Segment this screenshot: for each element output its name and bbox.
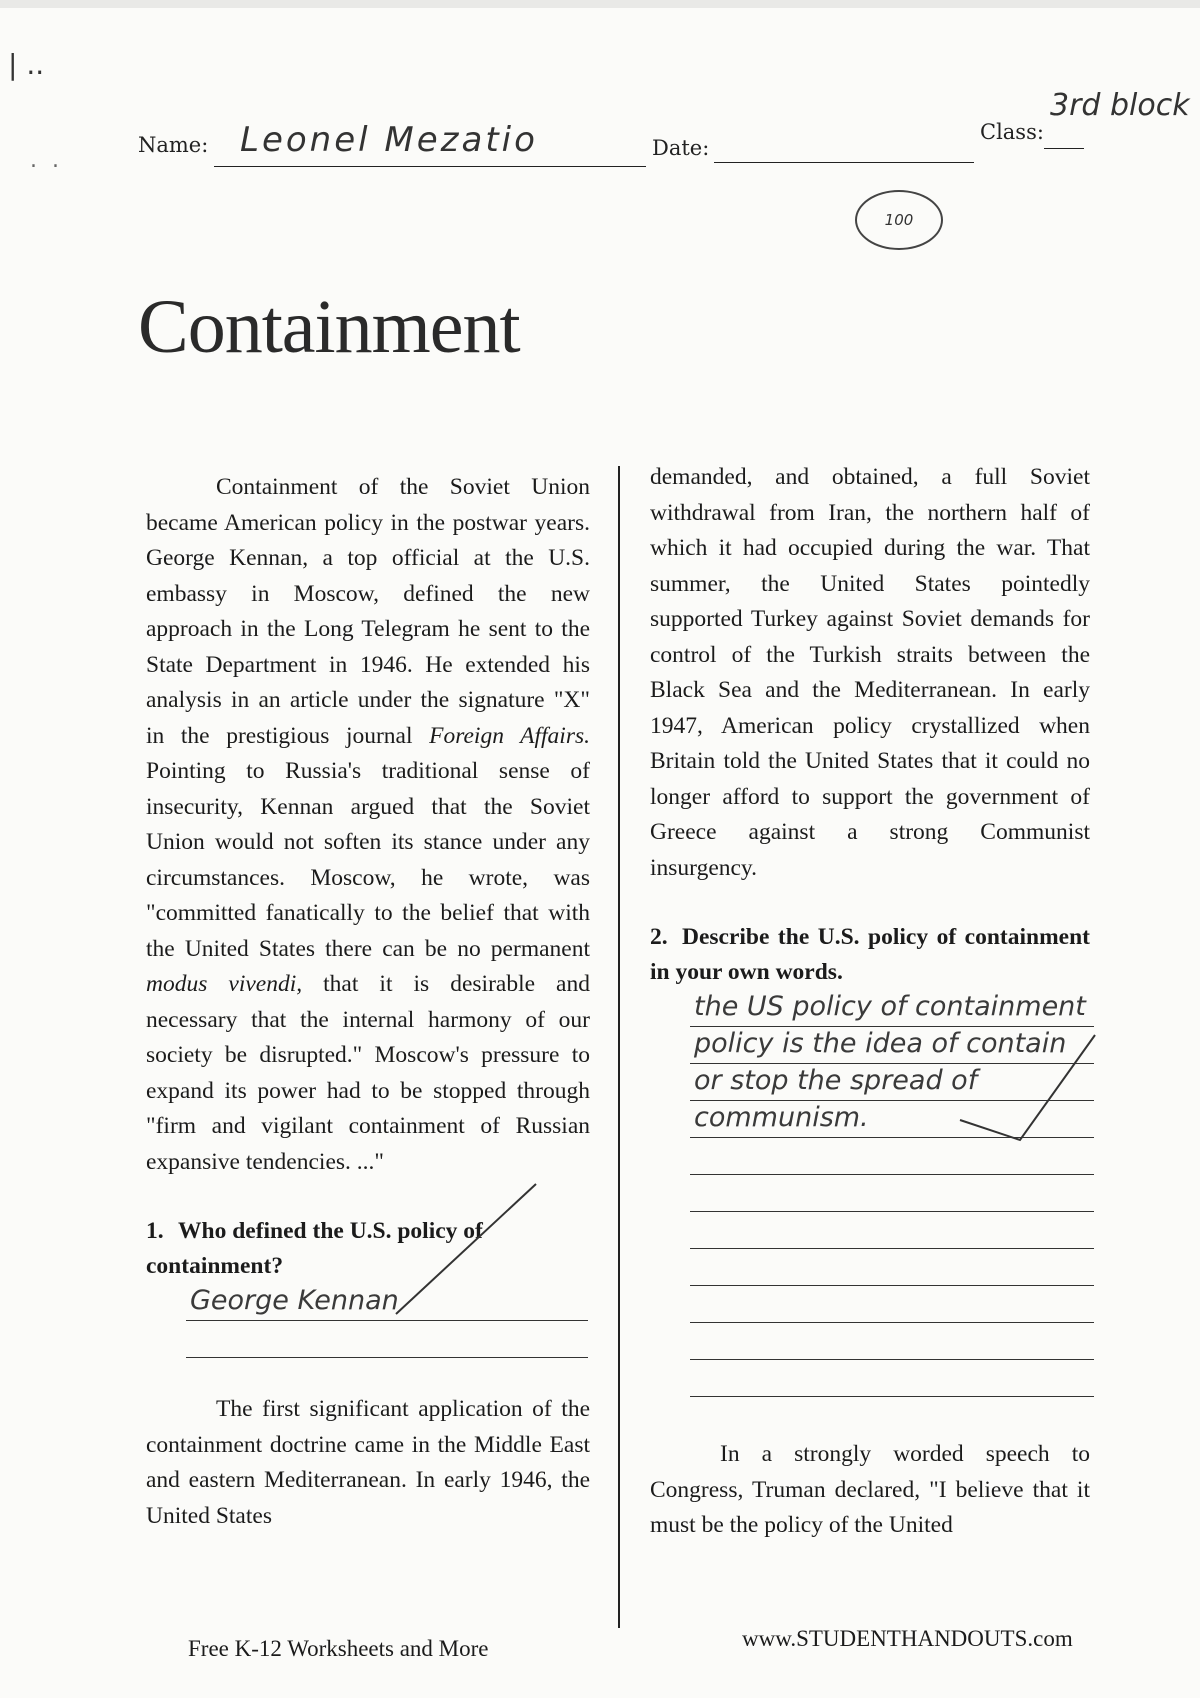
margin-mark: | .. (8, 48, 45, 81)
class-label: Class: (980, 120, 1044, 144)
question-text: Who defined the U.S. policy of containment? (146, 1218, 483, 1279)
answer-line[interactable] (690, 1323, 1094, 1360)
q2-answer-line: the US policy of containment (694, 990, 1086, 1022)
checkmark-icon (386, 1174, 546, 1324)
date-field[interactable] (714, 128, 974, 163)
answer-line[interactable] (690, 1249, 1094, 1286)
q2-answer-line: or stop the spread of (694, 1064, 978, 1096)
q1-answer-area[interactable] (186, 1284, 588, 1358)
question-2 (650, 920, 1090, 990)
class-value: 3rd block (1050, 88, 1190, 123)
answer-line[interactable] (690, 1175, 1094, 1212)
column-divider (618, 466, 620, 1628)
question-number: 1. (146, 1218, 164, 1244)
name-field[interactable] (214, 120, 646, 167)
answer-line[interactable] (690, 1212, 1094, 1249)
question-text: Describe the U.S. policy of containment in your own words. (650, 924, 1090, 985)
answer-line[interactable] (690, 990, 1094, 1027)
answer-line[interactable] (690, 1360, 1094, 1397)
q1-answer: George Kennan (190, 1284, 399, 1316)
worksheet-page (0, 8, 1200, 1698)
q2-answer-line: policy is the idea of contain (694, 1027, 1067, 1059)
page-title: Containment (138, 285, 520, 369)
paragraph: demanded, and obtained, a full Soviet withdrawal from Iran, the northern half of which it had occupied during the war. That summer, the United States pointedly supported Turkey against Soviet demands for control of the Turkish straits between the Black Sea and the Mediterranean. In early 1947, American policy crystallized when Britain told the United States that it could no longer afford to support the government of Greece against a strong Communist insurgency. (650, 464, 1090, 881)
checkmark-icon (900, 1030, 1100, 1150)
paragraph: In a strongly worded speech to Congress, Truman declared, "I believe that it must be the policy of the United (650, 1441, 1090, 1538)
right-column (650, 460, 1090, 1544)
paragraph: The first significant application of the containment doctrine came in the Middle East and eastern Mediterranean. In early 1946, the United States (146, 1396, 590, 1529)
answer-line[interactable] (690, 1286, 1094, 1323)
q2-answer-line: communism. (694, 1101, 869, 1133)
grade-circle: 100 (855, 190, 943, 250)
footer-link[interactable]: www.STUDENTHANDOUTS.com (742, 1626, 1073, 1651)
name-value: Leonel Mezatio (240, 120, 538, 160)
q2-answer-area[interactable] (690, 990, 1094, 1397)
date-label: Date: (652, 136, 710, 160)
margin-mark: . . (30, 148, 63, 173)
question-number: 2. (650, 924, 668, 950)
left-column (146, 470, 590, 1534)
name-label: Name: (138, 133, 209, 157)
footer-left: Free K-12 Worksheets and More (188, 1636, 489, 1661)
paragraph: Containment of the Soviet Union became American policy in the postwar years. George Kennan, a top official at the U.S. embassy in Moscow, defined the new approach in the Long Telegram he sent to the State Department in 1946. He extended his analysis in an article under the signature "X" in the prestigious journal Foreign Affairs. Pointing to Russia's traditional sense of insecurity, Kennan argued that the Soviet Union would not soften its stance under any circumstances. Moscow, he wrote, was "committed fanatically to the belief that with the United States there can be no permanent modus vivendi, that it is desirable and necessary that the internal harmony of our society be disrupted." Moscow's pressure to expand its power had to be stopped through "firm and vigilant containment of Russian expansive tendencies. ..." (146, 474, 591, 1175)
answer-line[interactable] (186, 1321, 588, 1358)
